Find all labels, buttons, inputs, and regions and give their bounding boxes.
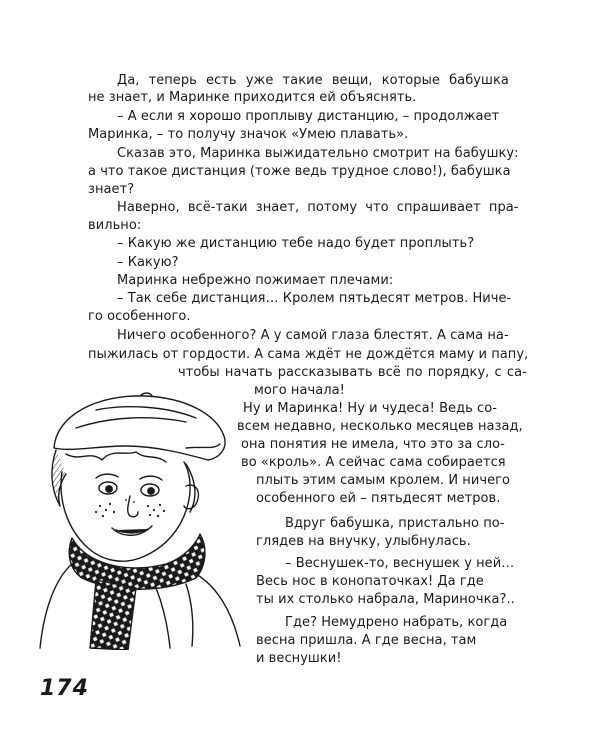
page-number: 174 bbox=[40, 676, 89, 701]
text-line: Где? Немудрено набрать, когда bbox=[285, 615, 508, 630]
text-line: пыжилась от гордости. А сама ждёт не дождётся маму и папу, bbox=[88, 347, 529, 362]
text-line: во «кроль». А сейчас сама собирается bbox=[241, 455, 506, 470]
text-line: плыть этим самым кролем. И ничего bbox=[256, 473, 511, 488]
text-line: чтобы начать рассказывать всё по порядку, с са- bbox=[178, 365, 527, 380]
text-line: вильно: bbox=[88, 218, 142, 233]
text-line: Сказав это, Маринка выжидательно смотрит на бабушку: bbox=[117, 146, 519, 161]
text-line: всем недавно, несколько месяцев назад, bbox=[237, 419, 523, 434]
text-line: весна пришла. А где весна, там bbox=[256, 633, 477, 648]
girl-portrait-illustration bbox=[36, 388, 244, 650]
text-line: Ничего особенного? А у самой глаза блестят. А сама на- bbox=[117, 328, 509, 343]
text-line: – Какую же дистанцию тебе надо будет проплыть? bbox=[117, 236, 475, 251]
text-line: а что такое дистанция (тоже ведь трудное слово!), бабушка bbox=[88, 164, 511, 179]
text-line: Маринка небрежно пожимает плечами: bbox=[117, 273, 394, 288]
text-line: – Веснушек-то, веснушек у ней… bbox=[285, 556, 515, 571]
text-line: Наверно, всё-таки знает, потому что спрашивает пра- bbox=[117, 200, 519, 215]
text-line: Ну и Маринка! Ну и чудеса! Ведь со- bbox=[243, 401, 497, 416]
text-line: Да, теперь есть уже такие вещи, которые бабушка bbox=[117, 73, 509, 88]
text-line: ты их столько набрала, Мариночка?.. bbox=[256, 592, 515, 607]
text-line: Вдруг бабушка, пристально по- bbox=[285, 516, 505, 531]
text-line: – А если я хорошо проплыву дистанцию, – продолжает bbox=[117, 109, 500, 124]
text-line: глядев на внучку, улыбнулась. bbox=[256, 534, 471, 549]
text-line: не знает, и Маринке приходится ей объяснять. bbox=[88, 90, 417, 105]
text-line: Весь нос в конопаточках! Да где bbox=[256, 574, 484, 589]
text-line: – Так себе дистанция… Кролем пятьдесят метров. Ниче- bbox=[117, 291, 512, 306]
text-line: знает? bbox=[88, 182, 135, 197]
text-line: она понятия не имела, что это за сло- bbox=[241, 437, 505, 452]
text-line: и веснушки! bbox=[256, 651, 342, 666]
text-line: – Какую? bbox=[117, 255, 179, 270]
text-line: Маринка, – то получу значок «Умею плавать». bbox=[88, 127, 409, 142]
text-line: мого начала! bbox=[254, 383, 345, 398]
text-line: го особенного. bbox=[88, 309, 191, 324]
text-line: особенного ей – пятьдесят метров. bbox=[256, 491, 501, 506]
